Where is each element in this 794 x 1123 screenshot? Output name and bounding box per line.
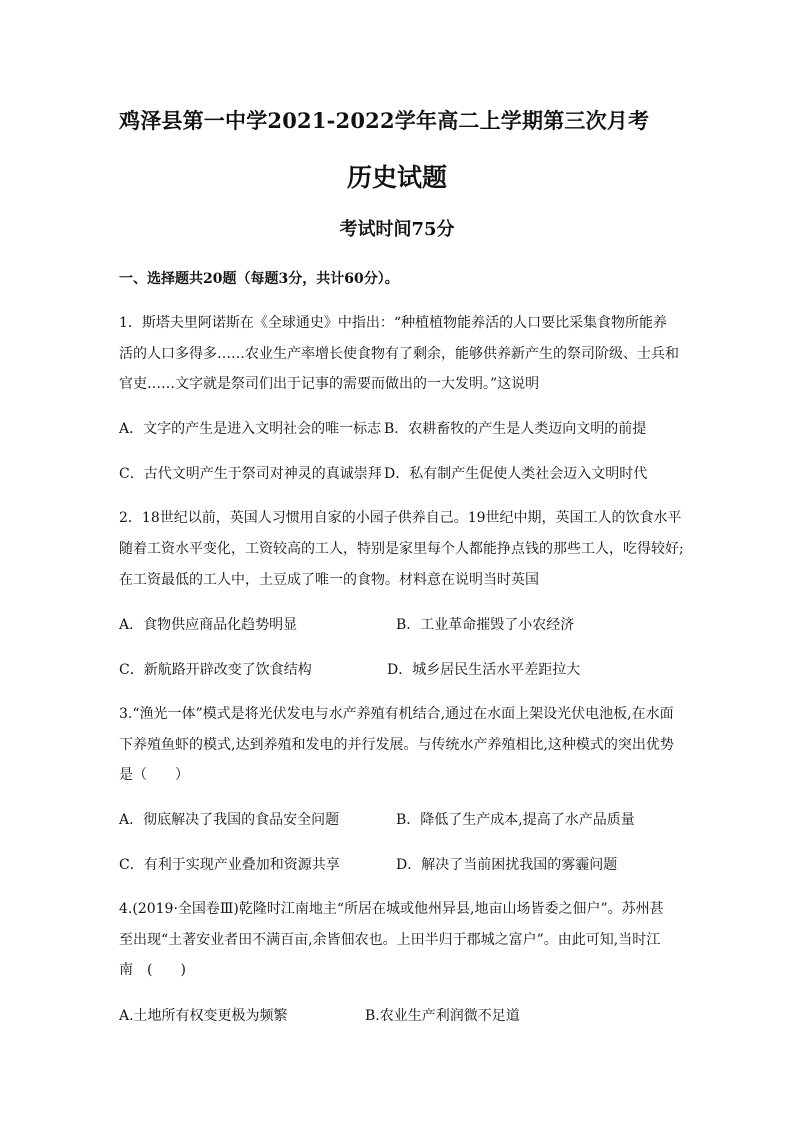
question-1-option-b: B．农耕畜牧的产生是人类迈向文明的前提 — [384, 421, 647, 437]
question-2-line-3: 在工资最低的工人中，土豆成了唯一的食物。材料意在说明当时英国 — [119, 572, 539, 588]
question-1-line-2: 活的人口多得多……农业生产率增长使食物有了剩余，能够供养新产生的祭司阶级、士兵和 — [119, 346, 679, 362]
question-2-option-d: D．城乡居民生活水平差距拉大 — [387, 662, 581, 678]
question-3-option-c: C．有利于实现产业叠加和资源共享 — [119, 857, 340, 873]
question-4-line-3: 南 ( ) — [119, 962, 186, 978]
question-1-line-3: 官吏……文字就是祭司们出于记事的需要而做出的一大发明。”这说明 — [119, 376, 540, 392]
question-2-option-a: A．食物供应商品化趋势明显 — [119, 617, 298, 633]
question-3-line-1: 3.“渔光一体”模式是将光伏发电与水产养殖有机结合,通过在水面上架设光伏电池板,在水面 — [119, 706, 674, 722]
exam-time: 考试时间75分 — [339, 219, 455, 240]
question-1-option-d: D．私有制产生促使人类社会迈入文明时代 — [384, 466, 648, 482]
question-1-option-c: C．古代文明产生于祭司对神灵的真诚崇拜 — [119, 466, 382, 482]
question-4-option-b: B.农业生产利润微不足道 — [365, 1008, 520, 1024]
question-3-line-2: 下养殖鱼虾的模式,达到养殖和发电的并行发展。与传统水产养殖相比,这种模式的突出优势 — [119, 737, 674, 753]
section-heading: 一、选择题共20题（每题3分，共计60分）。 — [119, 271, 399, 287]
question-3-line-3: 是（ ） — [119, 767, 189, 783]
question-2-line-1: 2．18世纪以前，英国人习惯用自家的小园子供养自己。19世纪中期，英国工人的饮食水平 — [119, 510, 682, 526]
question-4-option-a: A.土地所有权变更极为频繁 — [119, 1008, 288, 1024]
exam-title: 鸡泽县第一中学2021-2022学年高二上学期第三次月考 — [119, 108, 650, 133]
question-3-option-b: B．降低了生产成本,提高了水产品质量 — [396, 812, 635, 828]
question-3-option-d: D．解决了当前困扰我国的雾霾问题 — [396, 857, 618, 873]
question-4-line-1: 4.(2019·全国卷Ⅲ)乾隆时江南地主“所居在城或他州异县,地亩山场皆委之佃户”。苏州甚 — [119, 901, 664, 917]
question-4-line-2: 至出现“土著安业者田不满百亩,余皆佃农也。上田半归于郡城之富户”。由此可知,当时江 — [119, 932, 661, 948]
question-2-option-c: C．新航路开辟改变了饮食结构 — [119, 662, 312, 678]
question-1-line-1: 1．斯塔夫里阿诺斯在《全球通史》中指出：“种植植物能养活的人口要比采集食物所能养 — [119, 315, 668, 331]
question-2-line-2: 随着工资水平变化，工资较高的工人，特别是家里每个人都能挣点钱的那些工人，吃得较好; — [119, 541, 684, 557]
subject-title: 历史试题 — [346, 163, 447, 192]
question-2-option-b: B．工业革命摧毁了小农经济 — [396, 617, 575, 633]
question-1-option-a: A．文字的产生是进入文明社会的唯一标志 — [119, 421, 382, 437]
question-3-option-a: A．彻底解决了我国的食品安全问题 — [119, 812, 340, 828]
